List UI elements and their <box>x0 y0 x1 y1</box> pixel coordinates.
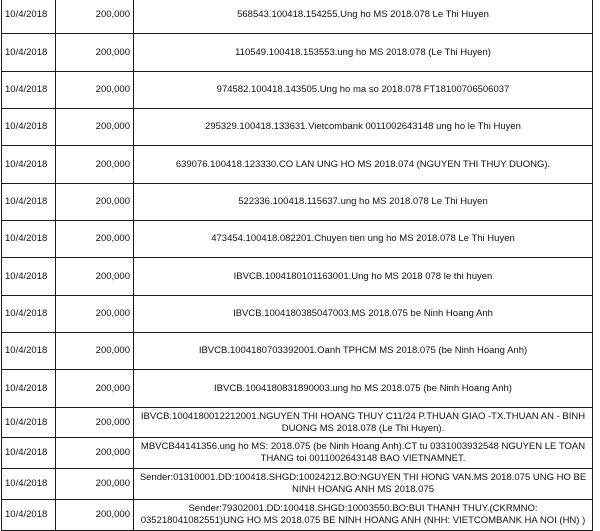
description-cell[interactable]: Sender:79302001.DD:100418.SHGD:10003550.BO:BUI THANH THUY.(CKRMNO: 035218041082551)UNG HO MS 2018.075 BE NINH HOANG ANH (NHH: VIETCOMBANK HA NOI (HN) ) <box>134 500 593 531</box>
description-cell[interactable]: Sender:01310001.DD:100418.SHGD:10024212.BO:NGUYEN THI HONG VAN.MS 2018.075 UNG HO BE NINH HOANG ANH MS 2018.075 <box>134 469 593 500</box>
table-row <box>2 258 593 296</box>
date-cell[interactable]: 10/4/2018 <box>2 146 56 184</box>
table-row <box>2 370 593 408</box>
date-cell[interactable]: 10/4/2018 <box>2 221 56 258</box>
date-cell[interactable]: 10/4/2018 <box>2 109 56 146</box>
date-cell[interactable]: 10/4/2018 <box>2 333 56 370</box>
date-cell[interactable]: 10/4/2018 <box>2 438 56 469</box>
description-cell[interactable]: IBVCB.1004180385047003.MS 2018.075 be Ninh Hoang Anh <box>134 296 593 333</box>
description-cell[interactable]: IBVCB.1004180012212001.NGUYEN THI HOANG THUY C11/24 P.THUAN GIAO -TX.THUAN AN - BINH DUONG MS 2018.078 (Le Thi Huyen). <box>134 408 593 438</box>
amount-cell[interactable]: 200,000 <box>56 221 134 258</box>
donation-table <box>1 0 593 531</box>
amount-cell[interactable]: 200,000 <box>56 333 134 370</box>
table-row <box>2 109 593 146</box>
date-cell[interactable]: 10/4/2018 <box>2 0 56 34</box>
description-cell[interactable]: 473454.100418.082201.Chuyen tien ung ho MS 2018.078 Le Thi Huyen <box>134 221 593 258</box>
amount-cell[interactable]: 200,000 <box>56 146 134 184</box>
date-cell[interactable]: 10/4/2018 <box>2 258 56 296</box>
table-row <box>2 34 593 72</box>
description-cell[interactable]: MBVCB44141356.ung ho MS: 2018.075 (be Ninh Hoang Anh).CT tu 0331003932548 NGUYEN LE TOAN THANG toi 0011002643148 BAO VIETNAMNET. <box>134 438 593 469</box>
amount-cell[interactable]: 200,000 <box>56 370 134 408</box>
amount-cell[interactable]: 200,000 <box>56 296 134 333</box>
amount-cell[interactable]: 200,000 <box>56 34 134 72</box>
description-cell[interactable]: IBVCB.1004180703392001.Oanh TPHCM MS 2018.075 (be Ninh Hoang Anh) <box>134 333 593 370</box>
date-cell[interactable]: 10/4/2018 <box>2 370 56 408</box>
description-cell[interactable]: IBVCB.1004180831890003.ung ho MS 2018.075 (be Ninh Hoang Anh) <box>134 370 593 408</box>
description-cell[interactable]: 974582.100418.143505.Ung ho ma so 2018.078 FT18100706506037 <box>134 72 593 109</box>
date-cell[interactable]: 10/4/2018 <box>2 184 56 221</box>
description-cell[interactable]: 295329.100418.133631.Vietcombank 0011002643148 ung ho le Thi Huyen <box>134 109 593 146</box>
date-cell[interactable]: 10/4/2018 <box>2 500 56 531</box>
amount-cell[interactable]: 200,000 <box>56 0 134 34</box>
amount-cell[interactable]: 200,000 <box>56 184 134 221</box>
amount-cell[interactable]: 200,000 <box>56 109 134 146</box>
date-cell[interactable]: 10/4/2018 <box>2 72 56 109</box>
table-row <box>2 184 593 221</box>
description-cell[interactable]: 110549.100418.153553.ung ho MS 2018.078 (Le Thi Huyen) <box>134 34 593 72</box>
table-row <box>2 469 593 500</box>
date-cell[interactable]: 10/4/2018 <box>2 296 56 333</box>
description-cell[interactable]: IBVCB.1004180101163001.Ung ho MS 2018 078 le thi huyen <box>134 258 593 296</box>
table-row <box>2 333 593 370</box>
amount-cell[interactable]: 200,000 <box>56 469 134 500</box>
description-cell[interactable]: 522336.100418.115637.ung ho MS 2018.078 Le Thi Huyen <box>134 184 593 221</box>
amount-cell[interactable]: 200,000 <box>56 258 134 296</box>
table-row <box>2 146 593 184</box>
table-row <box>2 408 593 438</box>
date-cell[interactable]: 10/4/2018 <box>2 469 56 500</box>
table-row <box>2 500 593 531</box>
table-row <box>2 438 593 469</box>
amount-cell[interactable]: 200,000 <box>56 72 134 109</box>
amount-cell[interactable]: 200,000 <box>56 500 134 531</box>
table-row <box>2 221 593 258</box>
table-row <box>2 296 593 333</box>
date-cell[interactable]: 10/4/2018 <box>2 408 56 438</box>
table-row <box>2 0 593 34</box>
description-cell[interactable]: 568543.100418.154255.Ung ho MS 2018.078 Le Thi Huyen <box>134 0 593 34</box>
date-cell[interactable]: 10/4/2018 <box>2 34 56 72</box>
table-row <box>2 72 593 109</box>
amount-cell[interactable]: 200,000 <box>56 438 134 469</box>
amount-cell[interactable]: 200,000 <box>56 408 134 438</box>
description-cell[interactable]: 639076.100418.123330.CO LAN UNG HO MS 2018.074 (NGUYEN THI THUY DUONG). <box>134 146 593 184</box>
